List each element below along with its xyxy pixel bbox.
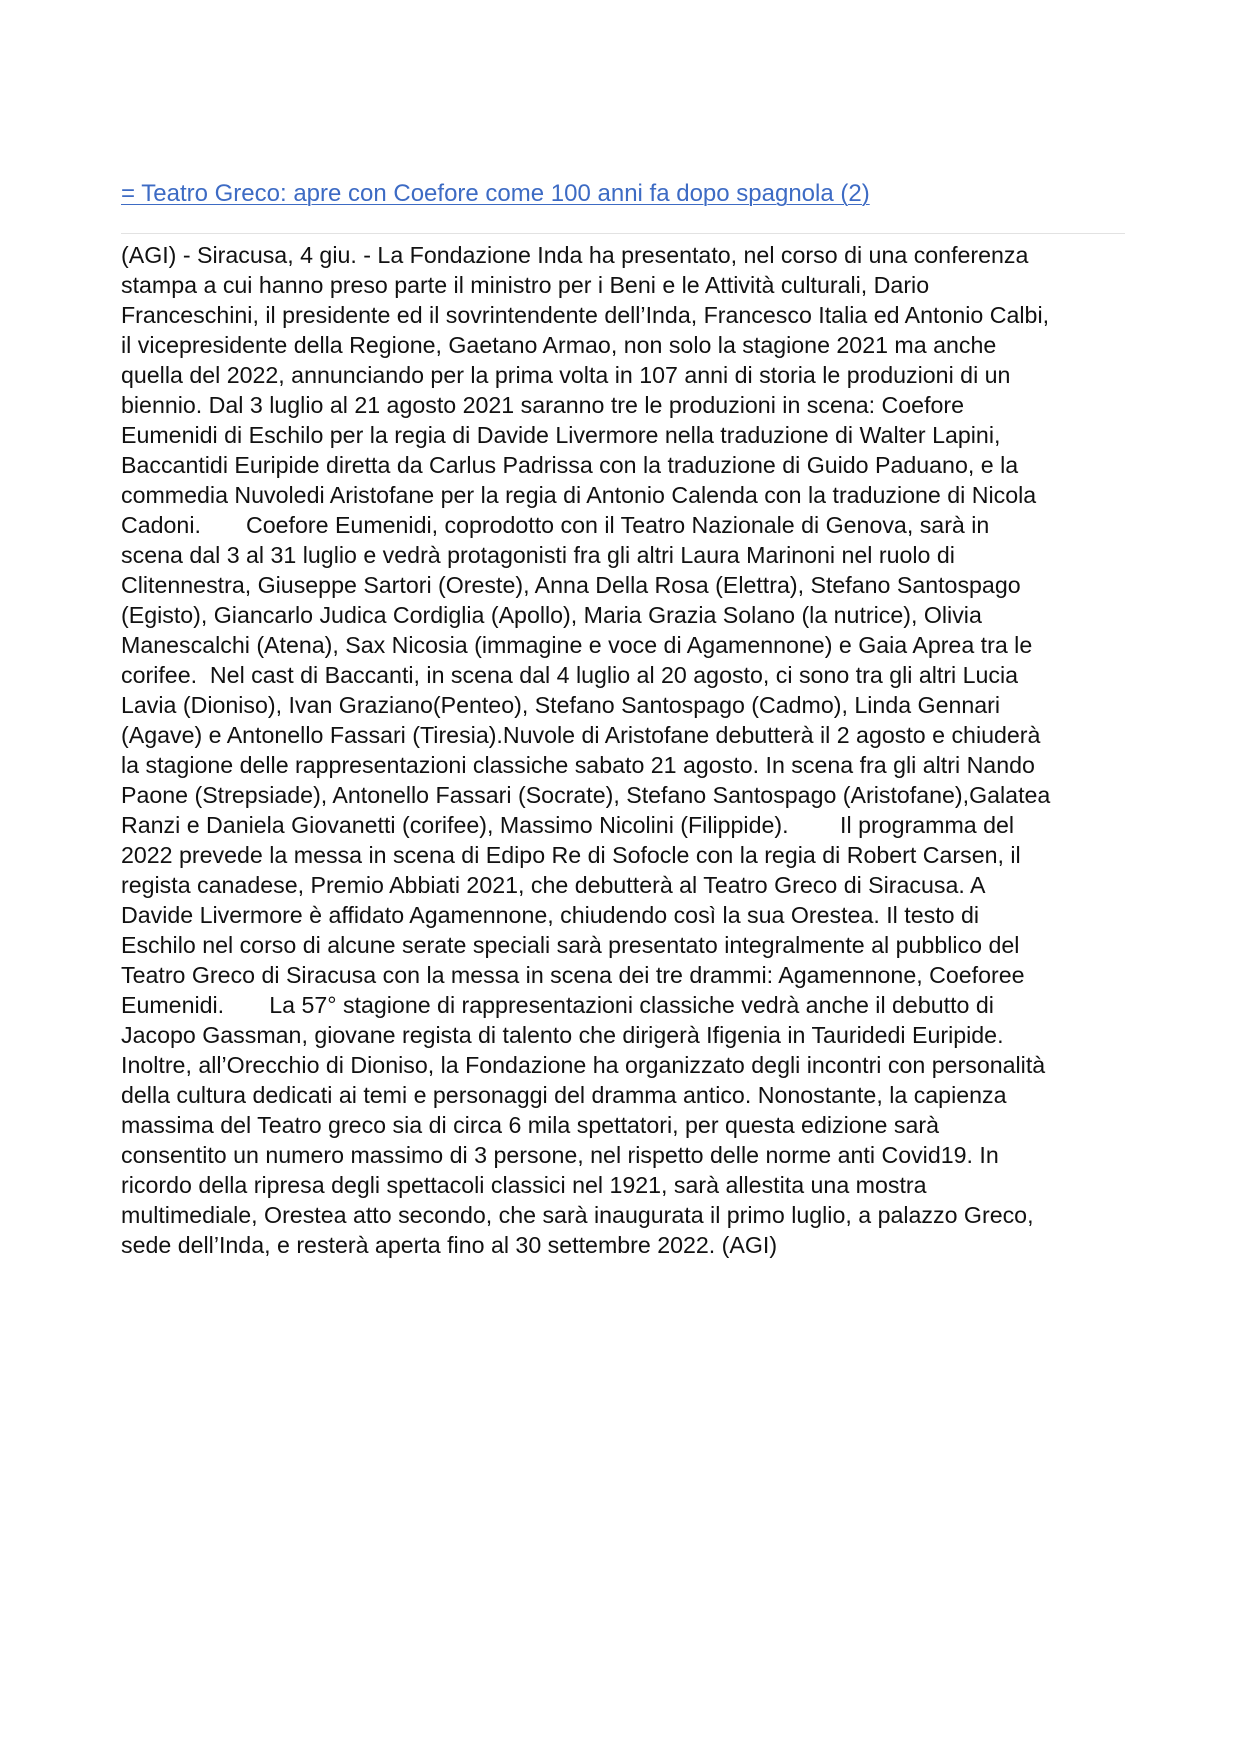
divider — [121, 233, 1125, 234]
article-headline-link[interactable]: = Teatro Greco: apre con Coefore come 100 anni fa dopo spagnola (2) — [121, 180, 870, 207]
article-body: (AGI) - Siracusa, 4 giu. - La Fondazione Inda ha presentato, nel corso di una conferenza stampa a cui hanno preso parte il ministro per i Beni e le Attività culturali, Dario Franceschini, il presidente ed il sovrintendente dell’Inda, Francesco Italia ed Antonio Calbi, il vicepresidente della Regione, Gaetano Armao, non solo la stagione 2021 ma anche quella del 2022, annunciando per la prima volta in 107 anni di storia le produzioni di un biennio. Dal 3 luglio al 21 agosto 2021 saranno tre le produzioni in scena: Coefore Eumenidi di Eschilo per la regia di Davide Livermore nella traduzione di Walter Lapini, Baccantidi Euripide diretta da Carlus Padrissa con la traduzione di Guido Paduano, e la commedia Nuvoledi Aristofane per la regia di Antonio Calenda con la traduzione di Nicola Cadoni. Coefore Eumenidi, coprodotto con il Teatro Nazionale di Genova, sarà in scena dal 3 al 31 luglio e vedrà protagonisti fra gli altri Laura Marinoni nel ruolo di Clitennestra, Giuseppe Sartori (Oreste), Anna Della Rosa (Elettra), Stefano Santospago (Egisto), Giancarlo Judica Cordiglia (Apollo), Maria Grazia Solano (la nutrice), Olivia Manescalchi (Atena), Sax Nicosia (immagine e voce di Agamennone) e Gaia Aprea tra le corifee. Nel cast di Baccanti, in scena dal 4 luglio al 20 agosto, ci sono tra gli altri Lucia Lavia (Dioniso), Ivan Graziano(Penteo), Stefano Santospago (Cadmo), Linda Gennari (Agave) e Antonello Fassari (Tiresia).Nuvole di Aristofane debutterà il 2 agosto e chiuderà la stagione delle rappresentazioni classiche sabato 21 agosto. In scena fra gli altri Nando Paone (Strepsiade), Antonello Fassari (Socrate), Stefano Santospago (Aristofane),Galatea Ranzi e Daniela Giovanetti (corifee), Massimo Nicolini (Filippide). Il programma del 2022 prevede la messa in scena di Edipo Re di Sofocle con la regia di Robert Carsen, il regista canadese, Premio Abbiati 2021, che debutterà al Teatro Greco di Siracusa. A Davide Livermore è affidato Agamennone, chiudendo così la sua Orestea. Il testo di Eschilo nel corso di alcune serate speciali sarà presentato integralmente al pubblico del Teatro Greco di Siracusa con la messa in scena dei tre drammi: Agamennone, Coeforee Eumenidi. La 57° stagione di rappresentazioni classiche vedrà anche il debutto di Jacopo Gassman, giovane regista di talento che dirigerà Ifigenia in Tauridedi Euripide. Inoltre, all’Orecchio di Dioniso, la Fondazione ha organizzato degli incontri con personalità della cultura dedicati ai temi e personaggi del dramma antico. Nonostante, la capienza massima del Teatro greco sia di circa 6 mila spettatori, per questa edizione sarà consentito un numero massimo di 3 persone, nel rispetto delle norme anti Covid19. In ricordo della ripresa degli spettacoli classici nel 1921, sarà allestita una mostra multimediale, Orestea atto secondo, che sarà inaugurata il primo luglio, a palazzo Greco, sede dell’Inda, e resterà aperta fino al 30 settembre 2022. (AGI) — [121, 242, 1051, 1258]
